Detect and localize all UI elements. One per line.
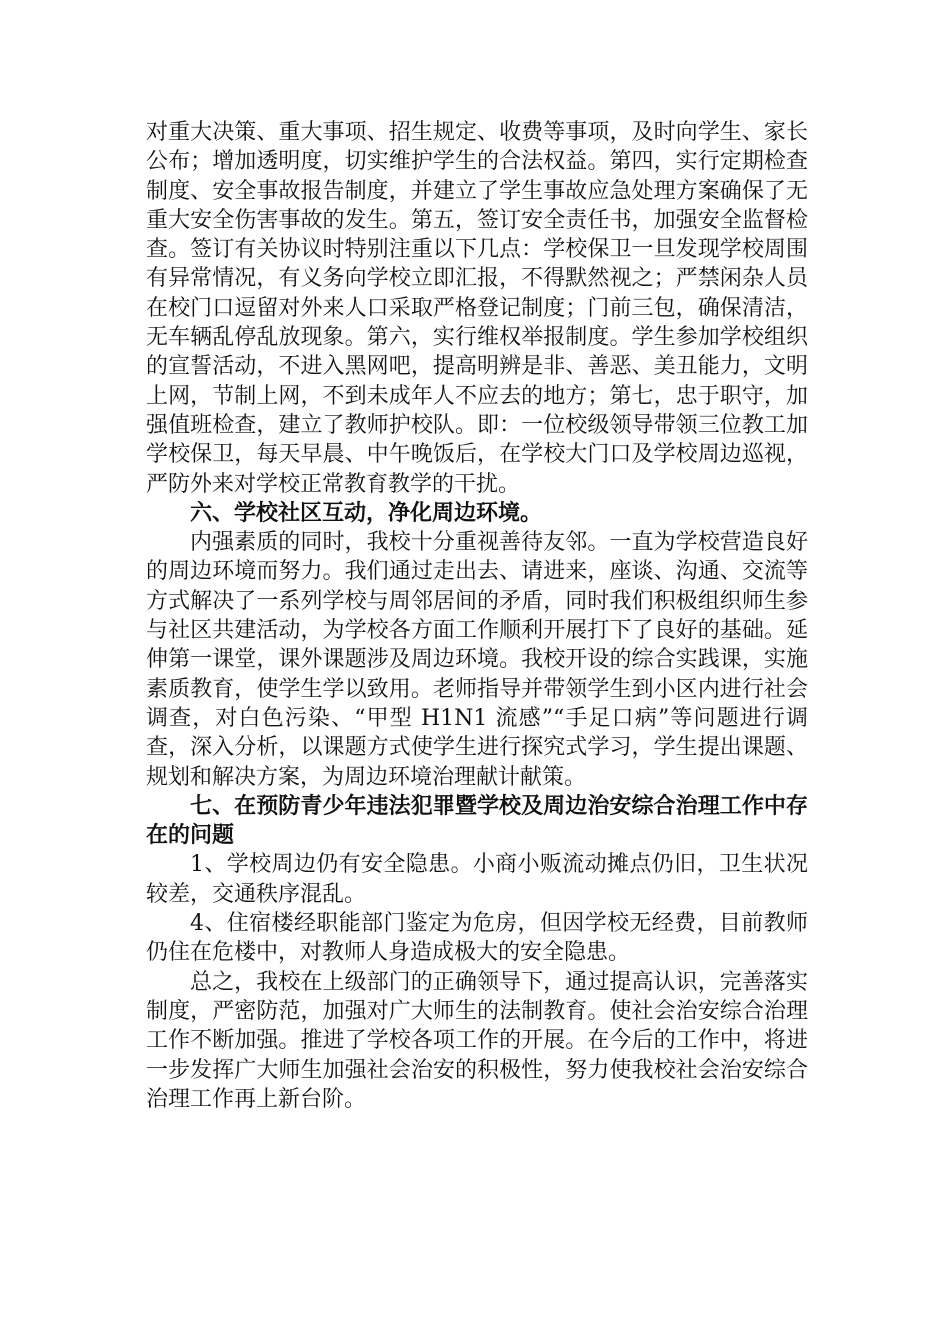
summary-paragraph: 总之，我校在上级部门的正确领导下，通过提高认识，完善落实制度，严密防范，加强对广大师生的法制教育。使社会治安综合治理工作不断加强。推进了学校各项工作的开展。在今后的工作中，将进一步发挥广大师生加强社会治安的积极性，努力使我校社会治安综合治理工作再上新台阶。 (146, 969, 808, 1112)
document-body (146, 118, 808, 1114)
body-paragraph-continued: 对重大决策、重大事项、招生规定、收费等事项，及时向学生、家长公布；增加透明度，切实维护学生的合法权益。第四，实行定期检查制度、安全事故报告制度，并建立了学生事故应急处理方案确保了无重大安全伤害事故的发生。第五，签订安全责任书，加强安全监督检查。签订有关协议时特别注重以下几点：学校保卫一旦发现学校周围有异常情况，有义务向学校立即汇报，不得默然视之；严禁闲杂人员在校门口逗留对外来人口采取严格登记制度；门前三包，确保清洁，无车辆乱停乱放现象。第六，实行维权举报制度。学生参加学校组织的宣誓活动，不进入黑网吧，提高明辨是非、善恶、美丑能力，文明上网，节制上网，不到未成年人不应去的地方；第七，忠于职守，加强值班检查，建立了教师护校队。即：一位校级领导带领三位教工加学校保卫，每天早晨、中午晚饭后，在学校大门口及学校周边巡视，严防外来对学校正常教育教学的干扰。 (146, 120, 808, 497)
section-heading-seven: 七、在预防青少年违法犯罪暨学校及周边治安综合治理工作中存在的问题 (146, 793, 808, 849)
issue-item-4: 4、住宿楼经职能部门鉴定为危房，但因学校无经费，目前教师仍住在危楼中，对教师人身造成极大的安全隐患。 (146, 911, 808, 966)
issue-item-1: 1、学校周边仍有安全隐患。小商小贩流动摊点仍旧，卫生状况较差，交通秩序混乱。 (146, 852, 808, 907)
body-paragraph-community: 内强素质的同时，我校十分重视善待友邻。一直为学校营造良好的周边环境而努力。我们通过走出去、请进来，座谈、沟通、交流等方式解决了一系列学校与周邻居间的矛盾，同时我们积极组织师生参与社区共建活动，为学校各方面工作顺利开展打下了良好的基础。延伸第一课堂，课外课题涉及周边环境。我校开设的综合实践课，实施素质教育，使学生学以致用。老师指导并带领学生到小区内进行社会调查，对白色污染、“甲型 H1N1 流感”“手足口病”等问题进行调查，深入分析，以课题方式使学生进行探究式学习，学生提出课题、规划和解决方案，为周边环境治理献计献策。 (146, 530, 808, 790)
section-heading-six: 六、学校社区互动，净化周边环境。 (190, 500, 543, 526)
